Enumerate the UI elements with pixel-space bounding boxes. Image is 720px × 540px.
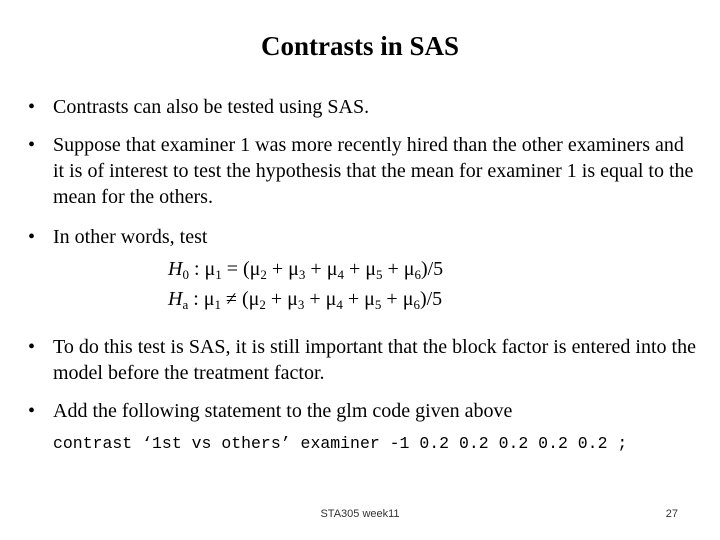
page-number: 27 [665,508,678,520]
formula-text: + μ [305,258,338,280]
formula-text: + μ [343,258,376,280]
bullet-text: Suppose that examiner 1 was more recently hired than the other examiners and it is of interest to test the hypothesis that the mean for examiner 1 is equal to the mean for the others. [53,134,694,208]
footer-course-label: STA305 week11 [320,508,400,520]
null-hypothesis [168,256,443,282]
subscript: 6 [413,297,420,312]
bullet-item [28,132,698,210]
bullet-dot: • [28,336,36,358]
bullet-dot: • [28,400,36,422]
subscript: 1 [214,297,222,312]
subscript: a [182,297,189,312]
formula-text: + μ [342,288,375,310]
formula-text: + μ [265,288,298,310]
sas-code-block: contrast ‘1st vs others’ examiner -1 0.2 0.2 0.2 0.2 0.2 ; [53,434,628,453]
bullet-dot: • [28,96,36,118]
subscript: 4 [337,267,344,282]
formula-text: + μ [304,288,337,310]
bullet-text: Add the following statement to the glm code given above [53,400,513,422]
bullet-dot: • [28,226,36,248]
bullet-text: In other words, test [53,226,208,248]
subscript: 5 [375,267,383,282]
formula-text: )/5 [419,288,443,310]
formula-text: : μ [188,288,215,310]
hypothesis-symbol: H [168,258,183,280]
bullet-text: To do this test is SAS, it is still important that the block factor is entered into the model before the treatment factor. [53,336,696,384]
formula-text: ≠ (μ [221,288,260,310]
bullet-item [28,224,698,250]
formula-text: + μ [266,258,299,280]
subscript: 5 [374,297,382,312]
alternative-hypothesis [168,286,442,312]
subscript: 2 [260,267,267,282]
bullet-text: Contrasts can also be tested using SAS. [53,96,370,118]
subscript: 1 [215,267,222,282]
formula-text: + μ [381,288,414,310]
bullet-item [28,398,698,424]
subscript: 3 [297,297,305,312]
formula-text: + μ [382,258,415,280]
hypothesis-symbol: H [168,288,183,310]
subscript: 4 [336,297,343,312]
subscript: 2 [259,297,266,312]
subscript: 0 [182,267,189,282]
subscript: 6 [414,267,421,282]
slide-title: Contrasts in SAS [260,31,460,61]
formula-text: )/5 [420,258,444,280]
bullet-item [28,94,698,120]
formula-text: : μ [188,258,216,280]
formula-text: = (μ [221,258,261,280]
bullet-item [28,334,698,386]
subscript: 3 [298,267,306,282]
bullet-dot: • [28,134,36,156]
